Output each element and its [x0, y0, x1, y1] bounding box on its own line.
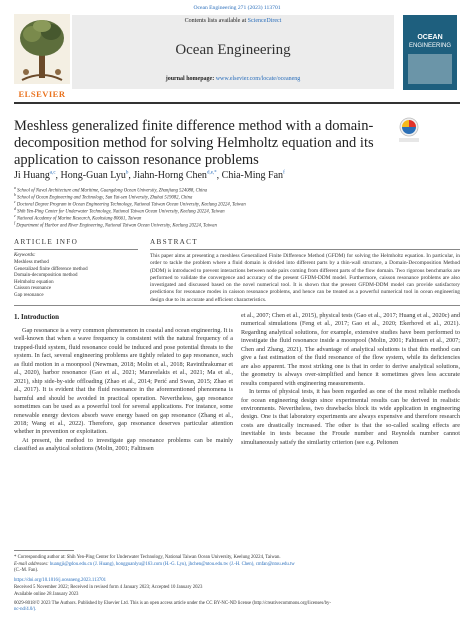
sciencedirect-link[interactable]: ScienceDirect: [247, 18, 282, 24]
keywords-label: Keywords:: [14, 253, 36, 258]
abstract-text: [150, 253, 460, 304]
elsevier-tree-logo-icon: [14, 14, 70, 84]
body-right-column: [241, 312, 460, 447]
online-line: Available online 28 January 2023: [14, 592, 79, 597]
journal-reference[interactable]: Ocean Engineering 271 (2023) 113701: [193, 5, 281, 11]
author-sup[interactable]: d,e,*: [206, 170, 217, 176]
paper-title: Meshless generalized finite difference method with a domain-decomposition method for solving Helmholtz equation and its application to caisson resonance problems: [14, 118, 374, 168]
keyword: Gap resonance: [14, 292, 44, 298]
body-paragraph: In terms of physical tests, it has been regarded as one of the most reliable methods for ocean engineering design since experimental results can be derived in realistic environments. Nevertheless, two drawbacks block its wide application in engineering design. One is that laboratory experiments are always expensive and therefore research costs are drastically increased. The other is that the so-called scaling effects are inevitable in tests because the Froude number and Reynolds number cannot simultaneously satisfy the similarity criterion (see e.g. Peltonen: [241, 388, 460, 446]
homepage-line: [72, 76, 394, 82]
homepage-prefix: journal homepage:: [165, 76, 215, 82]
abstract-heading: ABSTRACT: [150, 238, 198, 246]
keyword: Generalized finite difference method: [14, 266, 88, 272]
affiliation-text: School of Naval Architecture and Maritime, Guangdong Ocean University, Zhanjiang 524088, China: [17, 188, 208, 194]
author-name[interactable]: Jiahn-Horng Chen: [133, 170, 207, 181]
body-paragraph: At present, the method to investigate gap resonance problems can be mainly classified as analytical solutions (Molin, 2001; Faltinsen: [14, 436, 233, 453]
article-info-rule: [14, 249, 138, 250]
email-addresses[interactable]: huangji@gdou.edu.cn (J. Huang), hongguanlyu@163.com (H.-G. Lyu), jhchen@ntou.edu.tw (J.-H. Chen), cmfan@ntou.edu.tw: [49, 562, 295, 567]
header-rule: [14, 102, 460, 104]
cover-title: OCEAN: [417, 34, 443, 41]
body-paragraph: Gap resonance is a very common phenomenon in coastal and ocean engineering. It is well-known that when a wave frequency is consistent with the natural frequency of a trapped-fluid system, fluid resonance could be induced and pose potential threats to the system. In fact, several engineering problems are tightly related to gap resonance, such as fluid motion in a moonpool (Newman, 2018; Molin et al., 2018; Ravinthrakumar et al., 2020), harbor resonance (Gao et al., 2021; Maravelakis et al., 2021; Ma et al., 2021), ship side-by-side offloading (Zhao et al., 2014; Perić and Swan, 2015; Zhao et al., 2017). It is evident that the fluid resonance in the aforementioned phenomena is harmful and should be avoided in practical operation. Nevertheless, gap resonance sometimes can be used as a powerful tool for several applications. For instance, some renewable energy devices absorb wave energy based on gap resonance (Zhang et al., 2018; Wang et al., 2022). Therefore, gap resonance deserves particular attention whether in prevention or exploitation.: [14, 327, 233, 436]
affiliation-text: School of Ocean Engineering and Technology, Sun Yat-sen University, Zhuhai 519082, China: [17, 195, 193, 201]
affiliation: [14, 221, 460, 229]
journal-name: Ocean Engineering: [175, 42, 291, 58]
author-sup[interactable]: a,c: [49, 170, 56, 176]
email-continuation: (C.-M. Fan).: [14, 568, 39, 573]
section-title: 1. Introduction: [14, 313, 59, 321]
license-line[interactable]: 0029-8018/© 2023 The Authors. Published by Elsevier Ltd. This is an open access article under the CC BY-NC-ND license (http://creativecommons.org/licenses/by-: [14, 601, 331, 606]
keyword: Caisson resonance: [14, 286, 52, 291]
body-paragraph: et al., 2007; Chen et al., 2015), physical tests (Gao et al., 2017; Huang et al., 2020c) and numerical simulations (Feng et al., 2017; Gao et al., 2020; Ekerhovd et al., 2021). Regarding analytical solutions, for example, extensive studies have been performed to investigate the fluid resonance inside a moonpool (Molin, 2001; Faltinsen et al., 2007; Chen and Zhang, 2021). The advantage of analytical solutions is that this method can give a fast estimation of the fluid resonance of the flow system, while its deficiencies are also apparent. The most striking one is that in order to derive analytical solutions, the geometry is always over-simplified and hence it sometimes gives less accurate results compared with engineering measurements.: [241, 312, 460, 387]
author-sup[interactable]: b: [125, 170, 129, 176]
corresponding-note: * Corresponding author at: Shih Yen-Ping Center for Underwater Technology, National Taiwan Ocean University, Keelung 20224, Taiwan.: [14, 555, 281, 560]
doi-link[interactable]: https://doi.org/10.1016/j.oceaneng.2023.113701: [14, 578, 107, 583]
cover-image: [408, 54, 452, 84]
contents-line: [72, 18, 394, 24]
author-name[interactable]: Hong-Guan Lyu: [60, 170, 126, 181]
author-name[interactable]: Ji Huang: [14, 170, 50, 181]
contents-prefix: Contents lists available at: [184, 18, 247, 24]
received-line: Received 5 November 2022; Received in revised form 4 January 2023; Accepted 10 January 2023: [14, 585, 203, 590]
license-continuation[interactable]: nc-nd/4.0/).: [14, 607, 37, 612]
affiliation-text: Doctoral Degree Program in Ocean Engineering Technology, National Taiwan Ocean University, Keelung 20224, Taiwan: [16, 202, 246, 208]
abstract-rule: [150, 249, 460, 250]
cover-subtitle: ENGINEERING: [408, 43, 451, 49]
author-list: Ji Huang$^{a,c}$, Hong-Guan Lyu$^b$, Jiahn-Horng Chen$^{d,e,*}$, Chia-Ming Fan$^f$: [14, 170, 285, 181]
affiliation-sup: a: [14, 186, 16, 190]
author-name[interactable]: Chia-Ming Fan: [221, 170, 284, 181]
affiliation-sup: e: [14, 214, 16, 218]
affiliation-text: Shih Yen-Ping Center for Underwater Technology, National Taiwan Ocean University, Keelung 20224, Taiwan: [17, 209, 225, 215]
affiliation-text: National Academy of Marine Research, Kaohsiung 80661, Taiwan: [16, 216, 142, 222]
body-left-column: [14, 327, 233, 454]
keyword: Domain-decomposition method: [14, 273, 78, 278]
abstract-paragraph: This paper aims at presenting a meshless Generalized Finite Difference Method (GFDM) for solving the Helmholtz equation. In particular, in order to tackle the problem where a fluid domain is divided into different parts by a thin-wall structure, a Domain-Decomposition Method (DDM) is introduced to prevent interactions between node pairs coming from different parts of the flow domain. Two rigorous benchmarks are performed to validate the convergence and accuracy of the present GFDM-DDM model. Furthermore, caisson resonance problems are also investigated and discussed based on the novel numerical tool. It is shown that the present GFDM-DDM model can provide satisfactory predictions for resonance modes in caisson resonance problems, and hence can be treated as a powerful numerical tool in ocean engineering design due to its accurate and efficient characteristics.: [150, 253, 460, 303]
body-rule: [14, 305, 460, 306]
affiliation-sup: d: [14, 207, 16, 211]
affiliation-sup: b: [14, 193, 16, 197]
footnote-rule: [14, 550, 74, 551]
check-for-updates-icon[interactable]: [398, 117, 420, 143]
affiliation-text: Department of Harbor and River Engineering, National Taiwan Ocean University, Keelung 20224, Taiwan: [16, 223, 217, 229]
affiliation-sup: f: [14, 221, 16, 225]
keyword: Helmholtz equation: [14, 279, 54, 285]
article-info-heading: ARTICLE INFO: [14, 238, 79, 246]
publisher-name: ELSEVIER: [18, 89, 66, 99]
email-label: E-mail addresses:: [14, 562, 49, 567]
author-sup[interactable]: f: [283, 170, 285, 176]
homepage-link[interactable]: www.elsevier.com/locate/oceaneng: [215, 76, 301, 82]
keyword: Meshless method: [14, 260, 49, 265]
affiliation-sup: c: [14, 200, 16, 204]
